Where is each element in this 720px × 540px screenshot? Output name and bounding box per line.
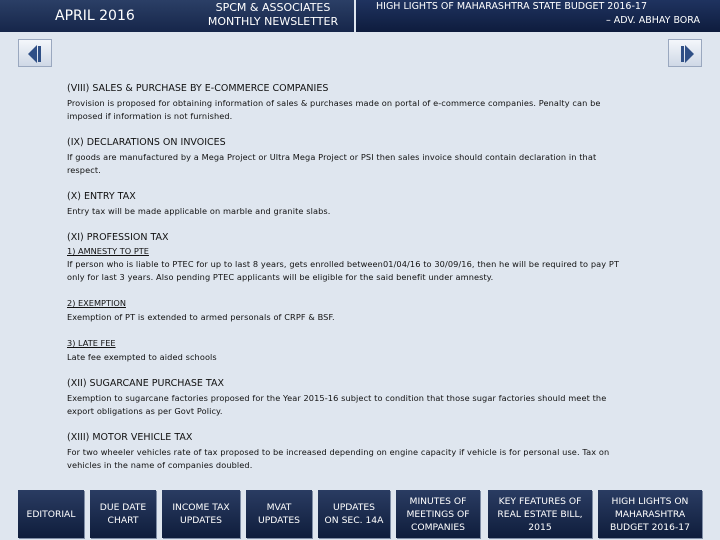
subsection-heading: 2) EXEMPTION (67, 298, 126, 308)
section-text (67, 97, 659, 123)
section-heading: (X) ENTRY TAX (67, 191, 136, 202)
text-line: only for last 3 years. Also pending PTEC applicants will be eligible for the said benefit under amnesty. (67, 272, 494, 282)
section-text (67, 151, 659, 177)
page-topic (356, 0, 720, 32)
nav-label: HIGH LIGHTS ON (611, 495, 689, 507)
topic-title: HIGH LIGHTS OF MAHARASHTRA STATE BUDGET 2016-17 (376, 1, 647, 12)
nav-label: BUDGET 2016-17 (610, 521, 690, 533)
nav-label: MVAT (266, 502, 292, 513)
text-line: imposed if information is not furnished. (67, 111, 233, 121)
text-line: Exemption to sugarcane factories proposed for the Year 2015-16 subject to condition that those sugar factories should meet the (67, 393, 607, 403)
firm-title (192, 0, 354, 32)
nav-label: EDITORIAL (26, 508, 76, 520)
text-line: If goods are manufactured by a Mega Project or Ultra Mega Project or PSI then sales invoice should contain declaration in that (67, 152, 597, 162)
nav-label: ON SEC. 14A (324, 515, 384, 526)
section-heading: (IX) DECLARATIONS ON INVOICES (67, 137, 226, 148)
nav-label: MEETINGS OF (406, 508, 470, 520)
nav-real-estate-bill-button[interactable] (488, 490, 592, 538)
section-text (67, 392, 659, 418)
section-heading: (XII) SUGARCANE PURCHASE TAX (67, 378, 224, 389)
section-text (67, 205, 659, 218)
section-text (67, 446, 659, 472)
header-bar (0, 0, 720, 32)
text-line: If person who is liable to PTEC for up to last 8 years, gets enrolled between01/04/16 to 30/09/16, then he will be required to pay PT (67, 259, 620, 269)
section-heading: (XI) PROFESSION TAX (67, 232, 169, 243)
issue-month: APRIL 2016 (0, 0, 192, 32)
bottom-nav (0, 486, 720, 540)
nav-editorial-button[interactable] (18, 490, 84, 538)
text-line: Entry tax will be made applicable on marble and granite slabs. (67, 206, 331, 216)
nav-label: INCOME TAX (172, 502, 230, 513)
text-line: respect. (67, 165, 101, 175)
next-page-button[interactable] (668, 39, 702, 67)
nav-due-date-chart-button[interactable] (90, 490, 156, 538)
newsletter-label: MONTHLY NEWSLETTER (207, 15, 339, 28)
nav-budget-highlights-button[interactable] (598, 490, 702, 538)
section-heading: (XIII) MOTOR VEHICLE TAX (67, 432, 193, 443)
nav-label: KEY FEATURES OF (498, 495, 582, 507)
nav-label: MINUTES OF (409, 495, 467, 507)
nav-minutes-of-meetings-button[interactable] (396, 490, 480, 538)
nav-label: UPDATES (333, 502, 375, 513)
nav-label: CHART (107, 515, 139, 526)
text-line: Exemption of PT is extended to armed personals of CRPF & BSF. (67, 312, 335, 322)
subsection-heading: 1) AMNESTY TO PTE (67, 246, 149, 256)
section-heading: (VIII) SALES & PURCHASE BY E-COMMERCE COMPANIES (67, 83, 329, 94)
section-text (67, 311, 659, 324)
arrow-left-icon (19, 40, 53, 68)
text-line: export obligations as per Govt Policy. (67, 406, 223, 416)
text-line: For two wheeler vehicles rate of tax proposed to be increased depending on engine capacity if vehicle is for personal use. Tax on (67, 447, 610, 457)
topic-author: – ADV. ABHAY BORA (605, 15, 700, 26)
nav-label: REAL ESTATE BILL, (497, 508, 583, 520)
section-text (67, 258, 659, 284)
nav-label: MAHARASHTRA (614, 508, 686, 520)
nav-label: COMPANIES (410, 521, 466, 533)
page-nav (0, 36, 720, 70)
section-text (67, 351, 659, 364)
nav-label: 2015 (528, 521, 552, 533)
firm-name: SPCM & ASSOCIATES (215, 1, 331, 14)
nav-label: UPDATES (179, 515, 222, 526)
nav-mvat-updates-button[interactable] (246, 490, 312, 538)
nav-label: UPDATES (258, 515, 300, 526)
previous-page-button[interactable] (18, 39, 52, 67)
subsection-heading: 3) LATE FEE (67, 338, 116, 348)
nav-income-tax-updates-button[interactable] (162, 490, 240, 538)
arrow-right-icon (669, 40, 703, 68)
nav-label: DUE DATE (99, 502, 147, 513)
text-line: Provision is proposed for obtaining information of sales & purchases made on portal of e-commerce companies. Penalty can be (67, 98, 601, 108)
text-line: vehicles in the name of companies doubled. (67, 460, 253, 470)
text-line: Late fee exempted to aided schools (67, 352, 217, 362)
nav-sec-14a-button[interactable] (318, 490, 390, 538)
